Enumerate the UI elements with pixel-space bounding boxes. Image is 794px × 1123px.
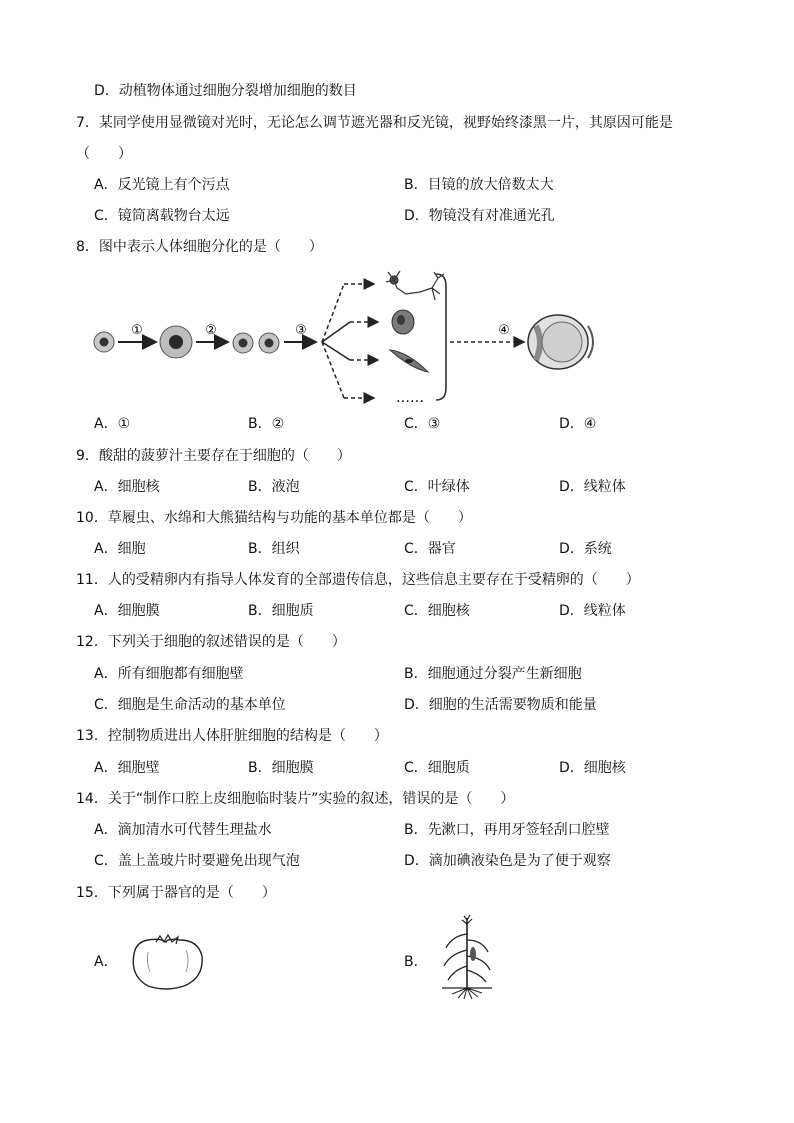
cell-differentiation-figure (88, 264, 598, 410)
spindle-cell (390, 350, 428, 372)
q11-option-a: A．细胞膜 (94, 603, 160, 619)
q15-option-a: A． (94, 954, 118, 970)
q14-option-d: D．滴加碘液染色是为了便于观察 (404, 853, 611, 869)
q12-stem: 12．下列关于细胞的叙述错误的是（ ） (76, 634, 346, 650)
q15-stem: 15．下列属于器官的是（ ） (76, 885, 276, 901)
q10-option-a: A．细胞 (94, 541, 146, 557)
label-3: ③ (295, 323, 307, 338)
q9-option-b: B．液泡 (248, 479, 300, 495)
q8-option-d: D．④ (559, 416, 597, 432)
divided-cells (233, 333, 279, 353)
label-1: ① (131, 323, 143, 338)
group-bracket (436, 274, 446, 400)
q8-option-c: C．③ (404, 416, 441, 432)
q9-option-d: D．线粒体 (559, 479, 626, 495)
q13-stem: 13．控制物质进出人体肝脏细胞的结构是（ ） (76, 728, 388, 744)
q8-option-a: A．① (94, 416, 131, 432)
eye-organ (528, 315, 593, 369)
q13-option-a: A．细胞壁 (94, 760, 160, 776)
q13-option-c: C．细胞质 (404, 760, 470, 776)
q10-stem: 10．草履虫、水绵和大熊猫结构与功能的基本单位都是（ ） (76, 510, 472, 526)
corn-plant-drawing (434, 914, 500, 1000)
grown-cell (160, 326, 192, 358)
q7-option-d: D．物镜没有对准通光孔 (404, 208, 555, 224)
q7-option-a: A．反光镜上有个污点 (94, 177, 230, 193)
q6-option-d: D．动植物体通过细胞分裂增加细胞的数目 (94, 83, 357, 99)
q12-option-b: B．细胞通过分裂产生新细胞 (404, 666, 582, 682)
q7-stem: 7．某同学使用显微镜对光时，无论怎么调节遮光器和反光镜，视野始终漆黑一片，其原因可能是 (76, 115, 673, 131)
q12-option-d: D．细胞的生活需要物质和能量 (404, 697, 597, 713)
q14-stem: 14．关于“制作口腔上皮细胞临时装片”实验的叙述，错误的是（ ） (76, 791, 515, 807)
q11-option-d: D．线粒体 (559, 603, 626, 619)
q11-stem: 11．人的受精卵内有指导人体发育的全部遗传信息，这些信息主要存在于受精卵的（ ） (76, 572, 640, 588)
q9-option-c: C．叶绿体 (404, 479, 470, 495)
q10-option-c: C．器官 (404, 541, 456, 557)
q10-option-d: D．系统 (559, 541, 612, 557)
label-4: ④ (498, 323, 510, 338)
ellipsis-dots: …… (396, 390, 424, 406)
q15-option-b: B． (404, 954, 428, 970)
q9-option-a: A．细胞核 (94, 479, 160, 495)
start-cell (94, 332, 114, 352)
q12-option-c: C．细胞是生命活动的基本单位 (94, 697, 286, 713)
round-cell (392, 310, 414, 334)
label-2: ② (205, 323, 217, 338)
q14-option-c: C．盖上盖玻片时要避免出现气泡 (94, 853, 300, 869)
q8-stem: 8．图中表示人体细胞分化的是（ ） (76, 239, 323, 255)
q11-option-c: C．细胞核 (404, 603, 470, 619)
q7-option-b: B．目镜的放大倍数太大 (404, 177, 554, 193)
q9-stem: 9．酸甜的菠萝汁主要存在于细胞的（ ） (76, 448, 351, 464)
q14-option-b: B．先漱口，再用牙签轻刮口腔壁 (404, 822, 610, 838)
q14-option-a: A．滴加清水可代替生理盐水 (94, 822, 272, 838)
tomato-drawing (126, 932, 208, 992)
branch-arrows (322, 284, 378, 398)
q13-option-d: D．细胞核 (559, 760, 626, 776)
q13-option-b: B．细胞膜 (248, 760, 314, 776)
q7-paren: （ ） (76, 146, 132, 162)
q11-option-b: B．细胞质 (248, 603, 314, 619)
q7-option-c: C．镜筒离载物台太远 (94, 208, 230, 224)
q10-option-b: B．组织 (248, 541, 300, 557)
q8-option-b: B．② (248, 416, 285, 432)
nerve-cell (386, 271, 444, 300)
q12-option-a: A．所有细胞都有细胞壁 (94, 666, 244, 682)
